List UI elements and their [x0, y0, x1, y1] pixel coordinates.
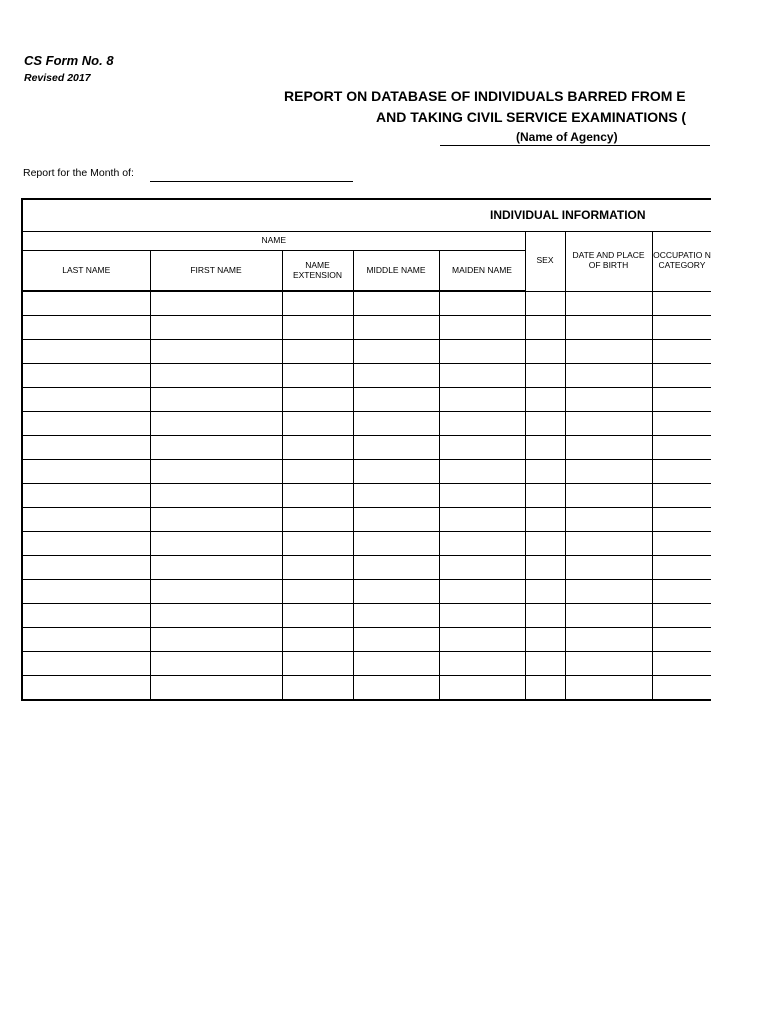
middle-name-cell[interactable] [353, 291, 439, 316]
sex-cell[interactable] [525, 436, 565, 460]
name-extension-cell[interactable] [282, 556, 353, 580]
first-name-cell[interactable] [150, 316, 282, 340]
first-name-cell[interactable] [150, 580, 282, 604]
middle-name-cell[interactable] [353, 628, 439, 652]
last-name-cell[interactable] [22, 532, 150, 556]
middle-name-cell[interactable] [353, 532, 439, 556]
maiden-name-cell[interactable] [439, 291, 525, 316]
sex-cell[interactable] [525, 580, 565, 604]
name-extension-cell[interactable] [282, 532, 353, 556]
first-name-cell[interactable] [150, 628, 282, 652]
sex-cell[interactable] [525, 412, 565, 436]
middle-name-cell[interactable] [353, 676, 439, 701]
sex-cell[interactable] [525, 364, 565, 388]
report-title [0, 88, 710, 148]
middle-name-cell[interactable] [353, 388, 439, 412]
form-number: CS Form No. 8 [24, 53, 114, 68]
name-extension-cell[interactable] [282, 484, 353, 508]
maiden-name-cell[interactable] [439, 388, 525, 412]
report-month-label: Report for the Month of: [23, 167, 134, 179]
table-row [22, 508, 711, 532]
sex-cell[interactable] [525, 532, 565, 556]
maiden-name-cell[interactable] [439, 580, 525, 604]
sex-cell[interactable] [525, 484, 565, 508]
date-place-birth-cell[interactable] [565, 460, 652, 484]
first-name-cell[interactable] [150, 291, 282, 316]
name-extension-cell[interactable] [282, 388, 353, 412]
last-name-cell[interactable] [22, 388, 150, 412]
date-place-birth-cell[interactable] [565, 316, 652, 340]
first-name-cell[interactable] [150, 484, 282, 508]
sex-header: SEX [525, 232, 565, 292]
table-row [22, 556, 711, 580]
occupation-category-cell[interactable] [652, 388, 711, 412]
table-row [22, 580, 711, 604]
sex-cell[interactable] [525, 556, 565, 580]
last-name-cell[interactable] [22, 508, 150, 532]
table-row [22, 412, 711, 436]
middle-name-cell[interactable] [353, 340, 439, 364]
table-row [22, 364, 711, 388]
occupation-category-cell[interactable] [652, 580, 711, 604]
occupation-category-cell[interactable] [652, 340, 711, 364]
last-name-cell[interactable] [22, 556, 150, 580]
date-place-birth-cell[interactable] [565, 291, 652, 316]
maiden-name-cell[interactable] [439, 364, 525, 388]
occupation-category-cell[interactable] [652, 628, 711, 652]
agency-label: (Name of Agency) [516, 130, 618, 144]
middle-name-header: MIDDLE NAME [353, 251, 439, 292]
middle-name-cell[interactable] [353, 316, 439, 340]
first-name-cell[interactable] [150, 340, 282, 364]
first-name-cell[interactable] [150, 436, 282, 460]
date-place-birth-cell[interactable] [565, 556, 652, 580]
date-place-birth-cell[interactable] [565, 532, 652, 556]
middle-name-cell[interactable] [353, 508, 439, 532]
date-place-birth-cell[interactable] [565, 388, 652, 412]
date-place-birth-cell[interactable] [565, 484, 652, 508]
name-extension-cell[interactable] [282, 364, 353, 388]
date-place-birth-cell[interactable] [565, 436, 652, 460]
date-place-birth-cell[interactable] [565, 580, 652, 604]
occupation-category-cell[interactable] [652, 652, 711, 676]
individual-information-header: INDIVIDUAL INFORMATION [22, 199, 711, 232]
table-row [22, 460, 711, 484]
table-row [22, 436, 711, 460]
first-name-cell[interactable] [150, 508, 282, 532]
middle-name-cell[interactable] [353, 436, 439, 460]
date-place-birth-cell[interactable] [565, 652, 652, 676]
maiden-name-cell[interactable] [439, 532, 525, 556]
sex-cell[interactable] [525, 508, 565, 532]
title-line-1: REPORT ON DATABASE OF INDIVIDUALS BARRED FROM E [284, 88, 686, 104]
report-month-field[interactable] [150, 181, 353, 182]
last-name-header: LAST NAME [22, 251, 150, 292]
occupation-category-cell[interactable] [652, 364, 711, 388]
maiden-name-header: MAIDEN NAME [439, 251, 525, 292]
last-name-cell[interactable] [22, 340, 150, 364]
middle-name-cell[interactable] [353, 412, 439, 436]
occupation-category-cell[interactable] [652, 604, 711, 628]
middle-name-cell[interactable] [353, 460, 439, 484]
sex-cell[interactable] [525, 388, 565, 412]
name-group-header: NAME [22, 232, 525, 251]
last-name-cell[interactable] [22, 676, 150, 701]
maiden-name-cell[interactable] [439, 508, 525, 532]
first-name-cell[interactable] [150, 388, 282, 412]
title-line-2: AND TAKING CIVIL SERVICE EXAMINATIONS ( [376, 109, 687, 125]
last-name-cell[interactable] [22, 412, 150, 436]
last-name-cell[interactable] [22, 460, 150, 484]
name-extension-cell[interactable] [282, 340, 353, 364]
sex-cell[interactable] [525, 316, 565, 340]
last-name-cell[interactable] [22, 628, 150, 652]
date-place-birth-cell[interactable] [565, 604, 652, 628]
middle-name-cell[interactable] [353, 364, 439, 388]
middle-name-cell[interactable] [353, 580, 439, 604]
name-extension-cell[interactable] [282, 291, 353, 316]
occupation-category-cell[interactable] [652, 556, 711, 580]
name-extension-cell[interactable] [282, 676, 353, 701]
date-place-birth-header: DATE AND PLACE OF BIRTH [565, 232, 652, 292]
table-row [22, 532, 711, 556]
table-row [22, 388, 711, 412]
date-place-birth-cell[interactable] [565, 508, 652, 532]
table-row [22, 676, 711, 701]
individual-info-table-wrapper [21, 198, 711, 704]
table-row [22, 484, 711, 508]
first-name-cell[interactable] [150, 604, 282, 628]
occupation-category-cell[interactable] [652, 412, 711, 436]
maiden-name-cell[interactable] [439, 484, 525, 508]
date-place-birth-cell[interactable] [565, 364, 652, 388]
last-name-cell[interactable] [22, 580, 150, 604]
last-name-cell[interactable] [22, 364, 150, 388]
date-place-birth-cell[interactable] [565, 676, 652, 701]
occupation-category-cell[interactable] [652, 316, 711, 340]
occupation-category-cell[interactable] [652, 676, 711, 701]
middle-name-cell[interactable] [353, 556, 439, 580]
table-row [22, 628, 711, 652]
occupation-category-cell[interactable] [652, 460, 711, 484]
maiden-name-cell[interactable] [439, 460, 525, 484]
name-extension-cell[interactable] [282, 580, 353, 604]
maiden-name-cell[interactable] [439, 556, 525, 580]
last-name-cell[interactable] [22, 484, 150, 508]
maiden-name-cell[interactable] [439, 628, 525, 652]
first-name-cell[interactable] [150, 652, 282, 676]
table-row [22, 652, 711, 676]
last-name-cell[interactable] [22, 652, 150, 676]
last-name-cell[interactable] [22, 316, 150, 340]
sex-cell[interactable] [525, 652, 565, 676]
first-name-cell[interactable] [150, 412, 282, 436]
sex-cell[interactable] [525, 628, 565, 652]
first-name-cell[interactable] [150, 556, 282, 580]
occupation-category-cell[interactable] [652, 532, 711, 556]
table-row [22, 340, 711, 364]
name-extension-cell[interactable] [282, 316, 353, 340]
maiden-name-cell[interactable] [439, 652, 525, 676]
occupation-category-header: OCCUPATIO N CATEGORY [652, 232, 711, 292]
name-extension-cell[interactable] [282, 412, 353, 436]
last-name-cell[interactable] [22, 604, 150, 628]
sex-cell[interactable] [525, 340, 565, 364]
first-name-cell[interactable] [150, 676, 282, 701]
first-name-cell[interactable] [150, 364, 282, 388]
name-extension-cell[interactable] [282, 604, 353, 628]
first-name-cell[interactable] [150, 532, 282, 556]
name-extension-cell[interactable] [282, 652, 353, 676]
date-place-birth-cell[interactable] [565, 412, 652, 436]
sex-cell[interactable] [525, 460, 565, 484]
table-row [22, 604, 711, 628]
maiden-name-cell[interactable] [439, 412, 525, 436]
sex-cell[interactable] [525, 604, 565, 628]
maiden-name-cell[interactable] [439, 316, 525, 340]
individual-info-table [21, 198, 711, 701]
name-extension-cell[interactable] [282, 460, 353, 484]
table-row [22, 316, 711, 340]
last-name-cell[interactable] [22, 291, 150, 316]
first-name-cell[interactable] [150, 460, 282, 484]
date-place-birth-cell[interactable] [565, 628, 652, 652]
occupation-category-cell[interactable] [652, 508, 711, 532]
sex-cell[interactable] [525, 291, 565, 316]
sex-cell[interactable] [525, 676, 565, 701]
maiden-name-cell[interactable] [439, 340, 525, 364]
occupation-category-cell[interactable] [652, 484, 711, 508]
first-name-header: FIRST NAME [150, 251, 282, 292]
middle-name-cell[interactable] [353, 484, 439, 508]
name-extension-header: NAME EXTENSION [282, 251, 353, 292]
agency-underline [440, 145, 710, 146]
maiden-name-cell[interactable] [439, 676, 525, 701]
name-extension-cell[interactable] [282, 436, 353, 460]
maiden-name-cell[interactable] [439, 604, 525, 628]
name-extension-cell[interactable] [282, 508, 353, 532]
last-name-cell[interactable] [22, 436, 150, 460]
revised-label: Revised 2017 [24, 72, 91, 84]
middle-name-cell[interactable] [353, 604, 439, 628]
date-place-birth-cell[interactable] [565, 340, 652, 364]
table-body [22, 291, 711, 700]
occupation-category-cell[interactable] [652, 291, 711, 316]
middle-name-cell[interactable] [353, 652, 439, 676]
table-row [22, 291, 711, 316]
occupation-category-cell[interactable] [652, 436, 711, 460]
maiden-name-cell[interactable] [439, 436, 525, 460]
name-extension-cell[interactable] [282, 628, 353, 652]
